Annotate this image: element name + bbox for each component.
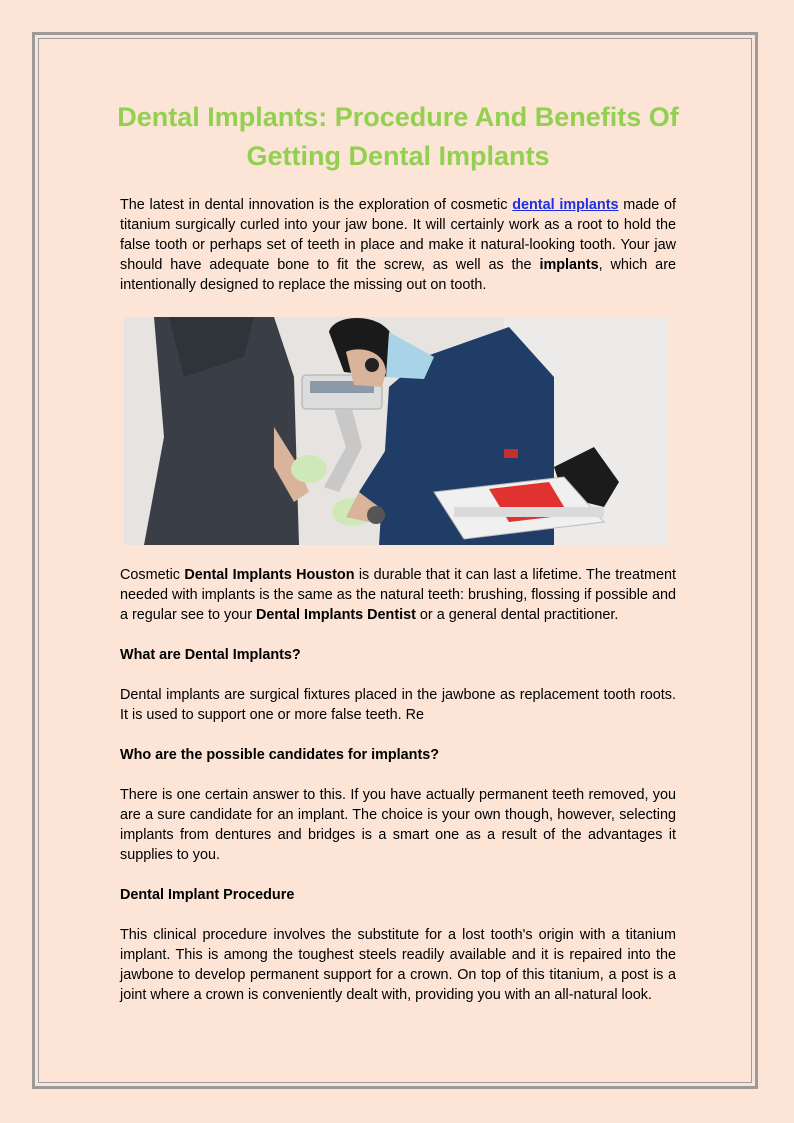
section-body-procedure: This clinical procedure involves the substitute for a lost tooth's origin with a titanium implant. This is among the toughest steels readily available and it is repaired into the jawbone to develop permanent support for a crown. On top of this titanium, a post is a joint where a crown is conveniently dealt with, providing you with an all-natural look.: [120, 927, 676, 1003]
page-title: Dental Implants: Procedure And Benefits Of Getting Dental Implants: [117, 102, 679, 171]
section-body-candidates: There is one certain answer to this. If you have actually permanent teeth removed, you are a sure candidate for an implant. The choice is your own though, however, selecting implants from dentures and bridges is a smart one as a result of the advantages it supplies to you.: [120, 787, 676, 863]
section-body-what: Dental implants are surgical fixtures placed in the jawbone as replacement tooth roots. It is used to support one or more false teeth. Re: [120, 687, 676, 723]
houston-bold: Dental Implants Houston: [184, 567, 355, 583]
houston-paragraph: Cosmetic Dental Implants Houston is durable that it can last a lifetime. The treatment needed with implants is the same as the natural teeth: brushing, flossing if possible and a regular see to your Dental Implants Dentist or a general dental practitioner.: [120, 567, 676, 623]
dentist-photo: [124, 317, 668, 545]
intro-paragraph: The latest in dental innovation is the exploration of cosmetic dental implants made of titanium surgically curled into your jaw bone. It will certainly work as a root to hold the false tooth or perhaps set of teeth in place and make it natural-looking tooth. Your jaw should have adequate bone to fit the screw, as well as the implants, which are intentionally designed to replace the missing out on tooth.: [120, 197, 676, 293]
dentist-photo-illustration: [124, 317, 668, 545]
section-heading-candidates: Who are the possible candidates for implants?: [120, 747, 440, 763]
section-heading-procedure: Dental Implant Procedure: [120, 887, 295, 903]
dental-implants-link[interactable]: dental implants: [512, 197, 619, 213]
document-body: [117, 98, 679, 1005]
dentist-bold: Dental Implants Dentist: [256, 607, 416, 623]
section-heading-what: What are Dental Implants?: [120, 647, 301, 663]
implants-bold: implants: [539, 257, 599, 273]
